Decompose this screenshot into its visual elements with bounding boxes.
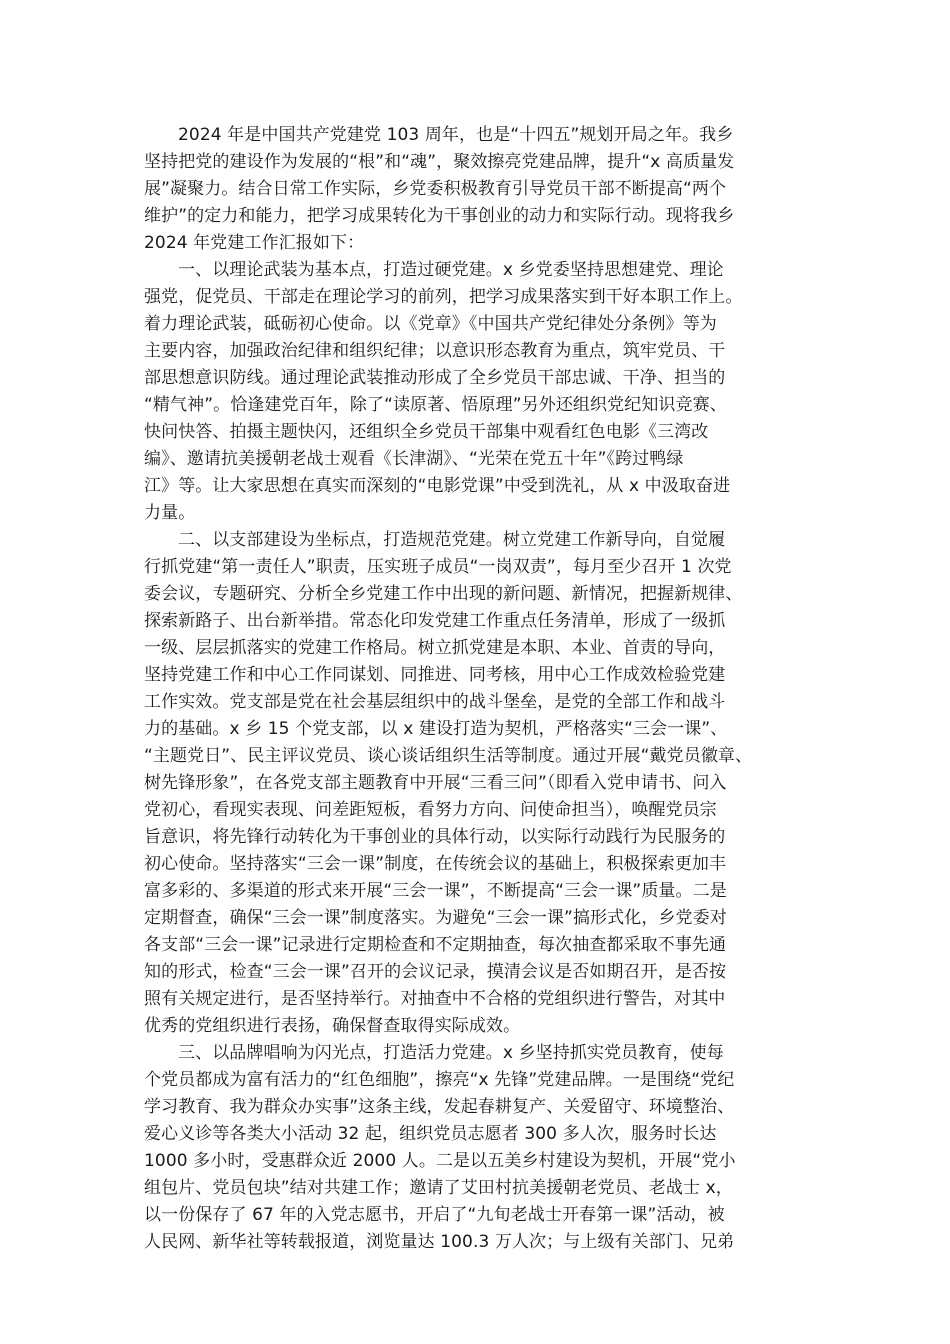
text-line: 树先锋形象”，在各党支部主题教育中开展“三看三问”（即看入党申请书、问入 — [144, 773, 727, 793]
section-2-paragraph — [144, 527, 814, 1040]
text-line: 各支部“三会一课”记录进行定期检查和不定期抽查，每次抽查都采取不事先通 — [144, 935, 727, 955]
text-line: 二、以支部建设为坐标点，打造规范党建。树立党建工作新导向，自觉履 — [178, 530, 726, 550]
text-line: 力的基础。x 乡 15 个党支部，以 x 建设打造为契机，严格落实“三会一课”、 — [144, 719, 728, 739]
text-line: 行抓党建“第一责任人”职责，压实班子成员“一岗双责”，每月至少召开 1 次党 — [144, 557, 732, 577]
text-line: 编》、邀请抗美援朝老战士观看《长津湖》、“光荣在党五十年”《跨过鸭绿 — [144, 449, 684, 469]
text-line: 力量。 — [144, 503, 196, 523]
text-line: 1000 多小时，受惠群众近 2000 人。二是以五美乡村建设为契机，开展“党小 — [144, 1151, 736, 1171]
text-line: 主要内容，加强政治纪律和组织纪律；以意识形态教育为重点，筑牢党员、干 — [144, 341, 726, 361]
text-line: 组包片、党员包块”结对共建工作；邀请了艾田村抗美援朝老党员、老战士 x， — [144, 1178, 733, 1198]
text-line: 一级、层层抓落实的党建工作格局。树立抓党建是本职、本业、首责的导向， — [144, 638, 726, 658]
text-line: 坚持把党的建设作为发展的“根”和“魂”，聚效擦亮党建品牌，提升“x 高质量发 — [144, 152, 735, 172]
text-line: 部思想意识防线。通过理论武装推动形成了全乡党员干部忠诚、干净、担当的 — [144, 368, 726, 388]
section-3-paragraph — [144, 1040, 814, 1256]
text-line: 快问快答、拍摄主题快闪，还组织全乡党员干部集中观看红色电影《三湾改 — [144, 422, 709, 442]
text-line: 富多彩的、多渠道的形式来开展“三会一课”，不断提高“三会一课”质量。二是 — [144, 881, 727, 901]
text-line: 三、以品牌唱响为闪光点，打造活力党建。x 乡坚持抓实党员教育，使每 — [178, 1043, 724, 1063]
text-line: 旨意识，将先锋行动转化为干事创业的具体行动，以实际行动践行为民服务的 — [144, 827, 726, 847]
intro-paragraph — [144, 122, 814, 257]
text-line: 个党员都成为富有活力的“红色细胞”，擦亮“x 先锋”党建品牌。一是围绕“党纪 — [144, 1070, 735, 1090]
text-line: “主题党日”、民主评议党员、谈心谈话组织生活等制度。通过开展“戴党员徽章、 — [144, 746, 753, 766]
text-line: 探索新路子、出台新举措。常态化印发党建工作重点任务清单，形成了一级抓 — [144, 611, 726, 631]
text-line: 爱心义诊等各类大小活动 32 起，组织党员志愿者 300 多人次，服务时长达 — [144, 1124, 717, 1144]
text-line: 学习教育、我为群众办实事”这条主线，发起春耕复产、关爱留守、环境整治、 — [144, 1097, 735, 1117]
text-line: 着力理论武装，砥砺初心使命。以《党章》《中国共产党纪律处分条例》等为 — [144, 314, 717, 334]
text-line: “精气神”。恰逢建党百年，除了“读原著、悟原理”另外还组织党纪知识竞赛、 — [144, 395, 727, 415]
text-line: 定期督查，确保“三会一课”制度落实。为避免“三会一课”搞形式化，乡党委对 — [144, 908, 727, 928]
text-line: 江》等。让大家思想在真实而深刻的“电影党课”中受到洗礼，从 x 中汲取奋进 — [144, 476, 731, 496]
text-line: 工作实效。党支部是党在社会基层组织中的战斗堡垒，是党的全部工作和战斗 — [144, 692, 726, 712]
text-line: 强党，促党员、干部走在理论学习的前列，把学习成果落实到干好本职工作上。 — [144, 287, 743, 307]
text-line: 2024 年是中国共产党建党 103 周年，也是“十四五”规划开局之年。我乡 — [178, 125, 734, 145]
text-line: 委会议，专题研究、分析全乡党建工作中出现的新问题、新情况，把握新规律、 — [144, 584, 743, 604]
text-line: 一、以理论武装为基本点，打造过硬党建。x 乡党委坚持思想建党、理论 — [178, 260, 724, 280]
text-line: 坚持党建工作和中心工作同谋划、同推进、同考核，用中心工作成效检验党建 — [144, 665, 726, 685]
text-line: 维护”的定力和能力，把学习成果转化为干事创业的动力和实际行动。现将我乡 — [144, 206, 735, 226]
text-line: 2024 年党建工作汇报如下： — [144, 233, 365, 253]
text-line: 人民网、新华社等转载报道，浏览量达 100.3 万人次；与上级有关部门、兄弟 — [144, 1232, 735, 1252]
text-line: 初心使命。坚持落实“三会一课”制度，在传统会议的基础上，积极探索更加丰 — [144, 854, 727, 874]
document-body — [144, 122, 814, 1256]
text-line: 党初心，看现实表现、问差距短板，看努力方向、问使命担当），唤醒党员宗 — [144, 800, 717, 820]
text-line: 知的形式，检查“三会一课”召开的会议记录，摸清会议是否如期召开，是否按 — [144, 962, 727, 982]
text-line: 优秀的党组织进行表扬，确保督查取得实际成效。 — [144, 1016, 521, 1036]
text-line: 照有关规定进行，是否坚持举行。对抽查中不合格的党组织进行警告，对其中 — [144, 989, 726, 1009]
text-line: 以一份保存了 67 年的入党志愿书，开启了“九旬老战士开春第一课”活动，被 — [144, 1205, 725, 1225]
section-1-paragraph — [144, 257, 814, 527]
text-line: 展”凝聚力。结合日常工作实际，乡党委积极教育引导党员干部不断提高“两个 — [144, 179, 727, 199]
